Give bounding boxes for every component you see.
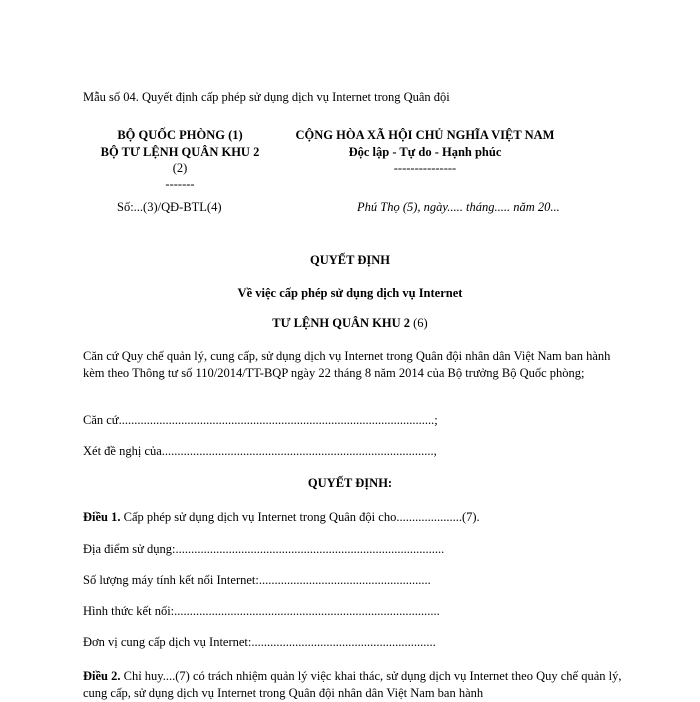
ministry-name: BỘ QUỐC PHÒNG (1): [117, 128, 243, 142]
country-name: CỘNG HÒA XÃ HỘI CHỦ NGHĨA VIỆT NAM: [295, 128, 555, 142]
decision-title: QUYẾT ĐỊNH: [310, 253, 390, 267]
article-1-text: Cấp phép sử dụng dịch vụ Internet trong Quân đội cho.....................(7).: [120, 510, 480, 524]
form-title: Mẫu số 04. Quyết định cấp phép sử dụng dịch vụ Internet trong Quân đội: [83, 90, 450, 104]
service-provider: Đơn vị cung cấp dịch vụ Internet:...........................................................: [83, 635, 436, 649]
left-divider: -------: [165, 177, 195, 191]
document-number: Số:...(3)/QĐ-BTL(4): [117, 200, 222, 214]
computer-count: Số lượng máy tính kết nối Internet:.......................................................: [83, 573, 431, 587]
issuer-line: [200, 316, 500, 331]
decides-heading: QUYẾT ĐỊNH:: [307, 476, 393, 490]
connection-method: Hình thức kết nối:.....................................................................................: [83, 604, 440, 618]
decision-subject: Về việc cấp phép sử dụng dịch vụ Internet: [237, 286, 463, 300]
basis-regulation: Căn cứ Quy chế quản lý, cung cấp, sử dụng dịch vụ Internet trong Quân đội nhân dân Việt Nam ban hành kèm theo Thông tư số 110/2014/TT-BQP ngày 22 tháng 8 năm 2014 của Bộ trưởng Bộ Quốc phòng;: [83, 349, 611, 380]
article-2-label: Điều 2.: [83, 669, 121, 683]
right-divider: ---------------: [393, 161, 457, 175]
unit-note: (2): [172, 161, 188, 175]
article-1-label: Điều 1.: [83, 510, 121, 524]
place-date: Phú Thọ (5), ngày..... tháng..... năm 20...: [357, 200, 560, 214]
usage-location: Địa điểm sử dụng:......................................................................................: [83, 542, 445, 556]
motto: Độc lập - Tự do - Hạnh phúc: [348, 145, 502, 159]
command-name: BỘ TƯ LỆNH QUÂN KHU 2: [100, 145, 260, 159]
article-2-text: Chỉ huy....(7) có trách nhiệm quản lý việc khai thác, sử dụng dịch vụ Internet theo Quy chế quản lý, cung cấp, sử dụng dịch vụ Internet trong Quân đội nhân dân Việt Nam ban hành: [83, 669, 622, 700]
issuer-note: (6): [410, 316, 428, 330]
issuer-name: TƯ LỆNH QUÂN KHU 2: [272, 316, 411, 330]
basis-proposal: Xét đề nghị của.......................................................................................,: [83, 444, 437, 458]
article-1: [83, 510, 480, 525]
basis-other: Căn cứ.....................................................................................................;: [83, 413, 438, 427]
article-2: [83, 668, 623, 702]
